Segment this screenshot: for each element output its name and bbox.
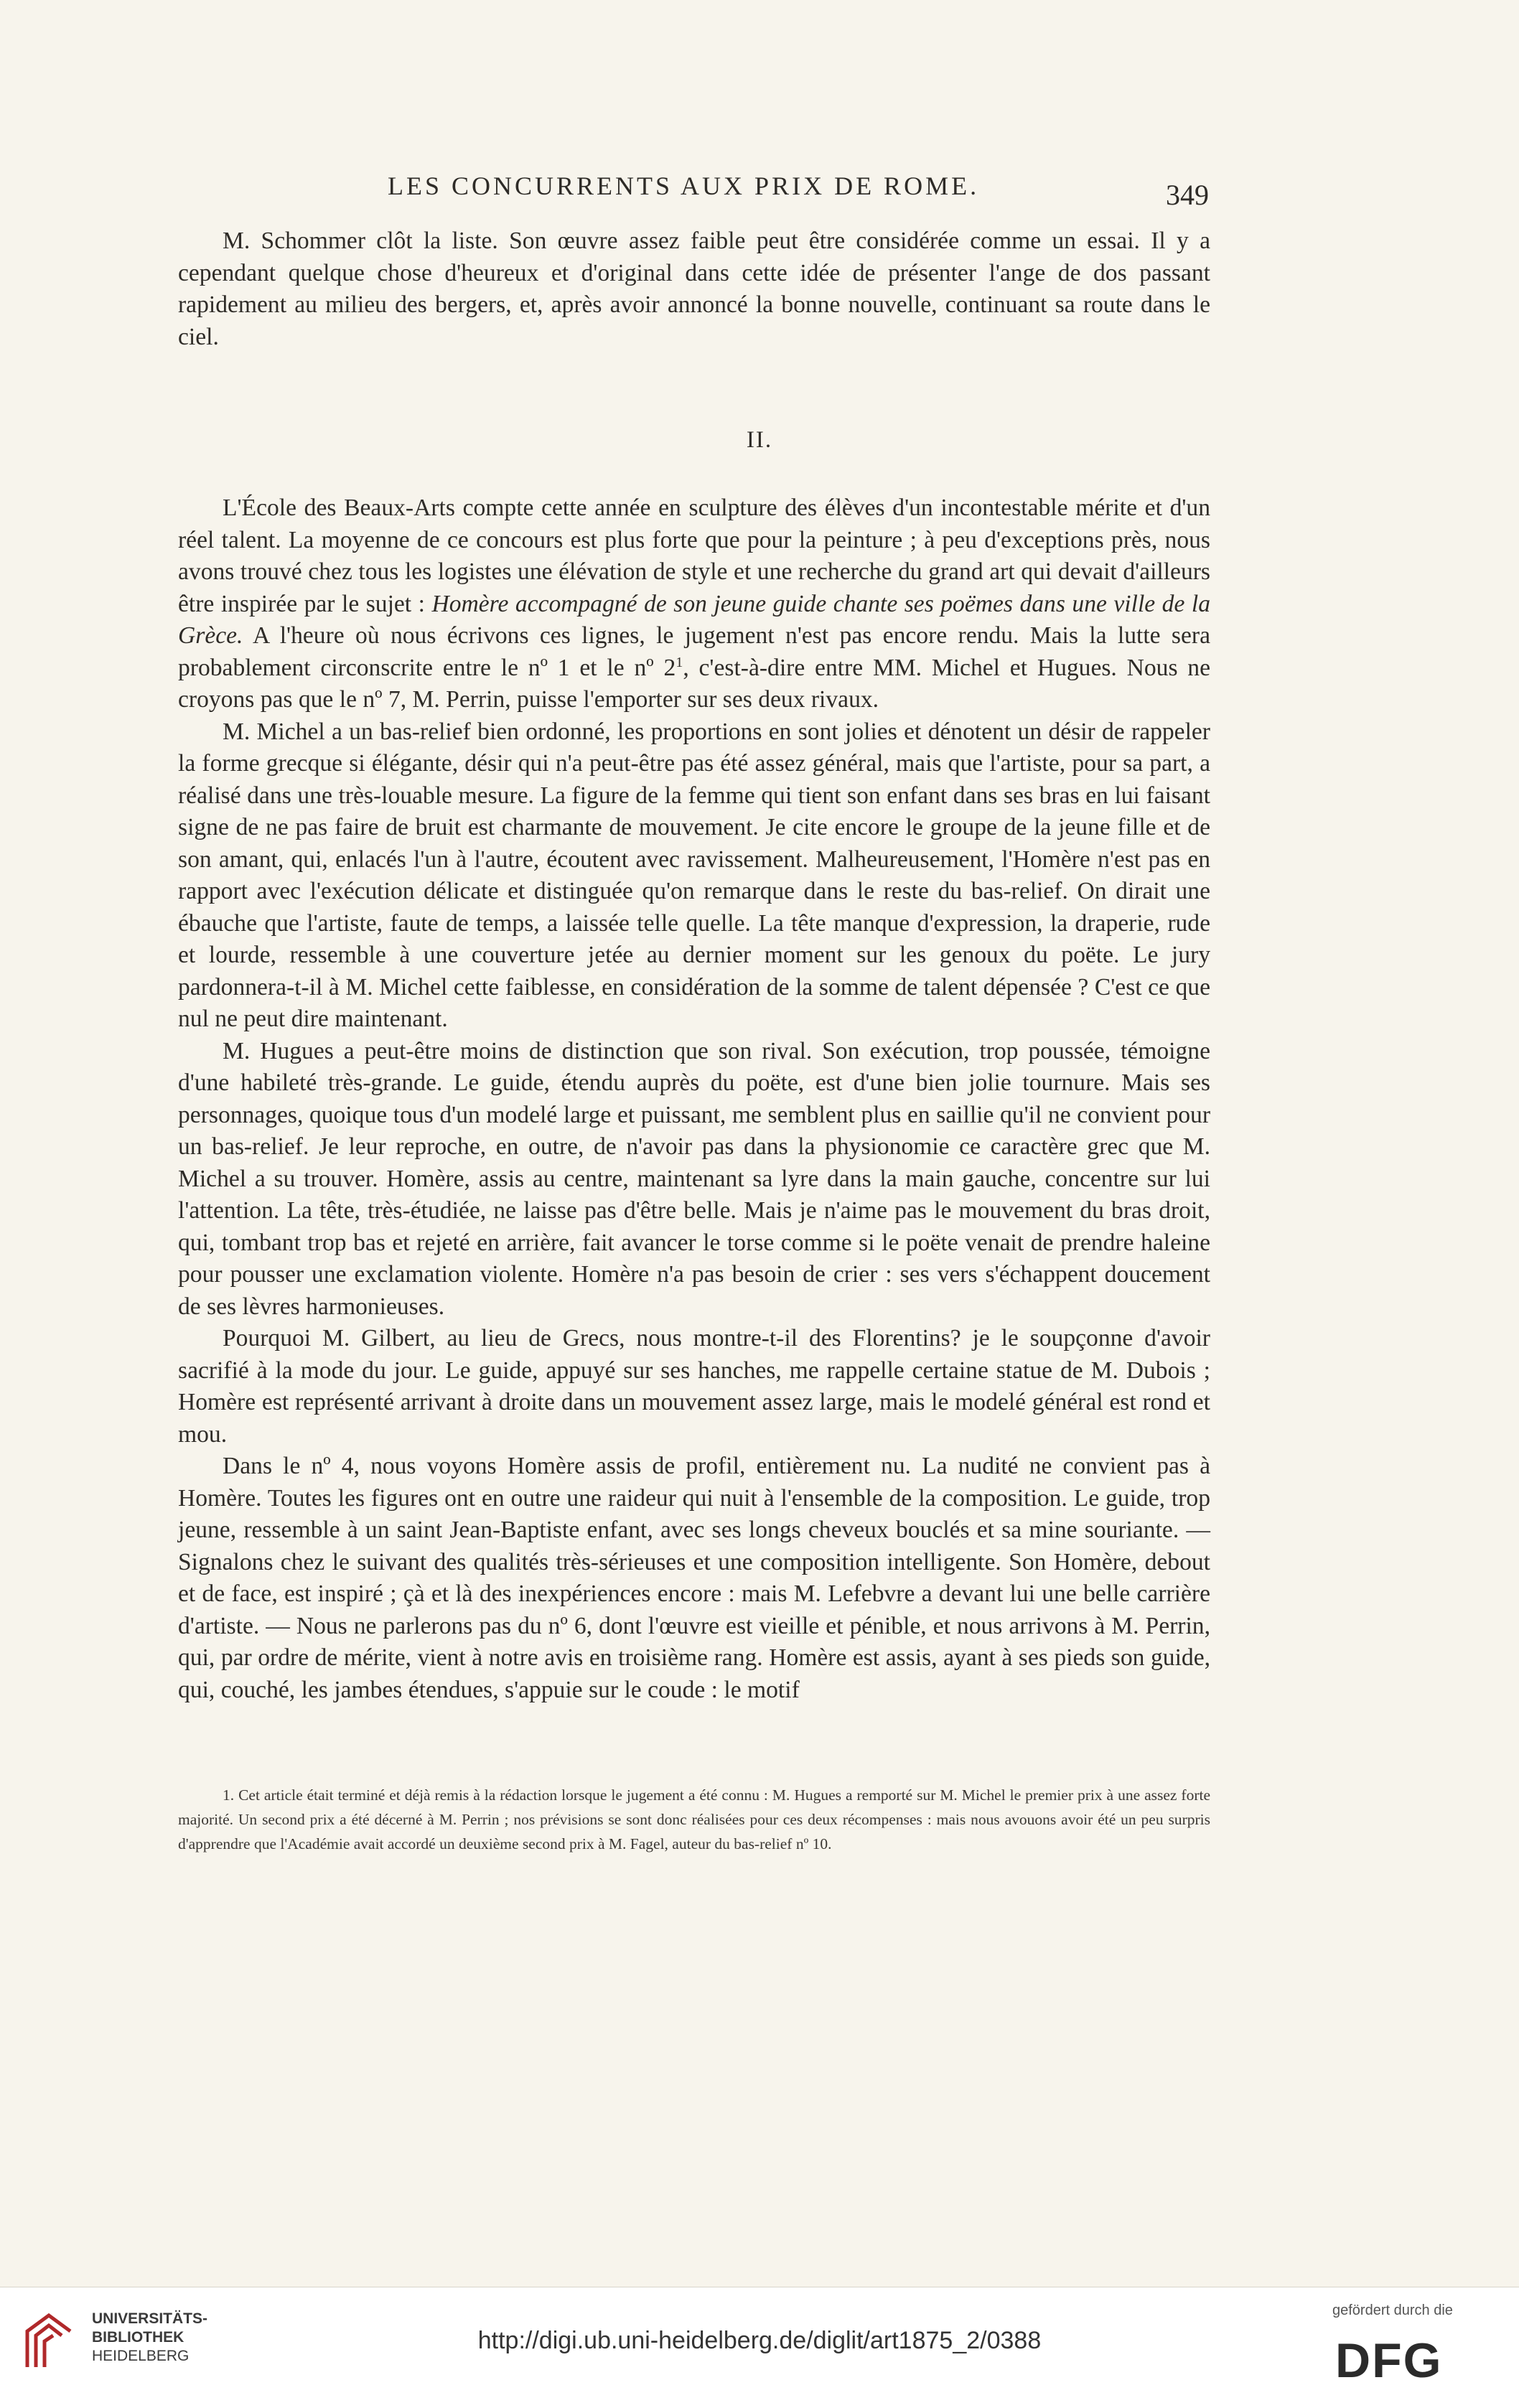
opening-text (178, 225, 1210, 353)
funding-caption: gefördert durch die (1332, 2302, 1453, 2318)
paragraph: Pourquoi M. Gilbert, au lieu de Grecs, nous montre-t-il des Florentins? je le soupçonne d'avoir sacrifié à la mode du jour. Le guide, appuyé sur ses hanches, me rappelle certaine statue de M. Dubois ; Homère est représenté arrivant à droite dans un mouvement assez large, mais le modelé général est rond et mou. (178, 1325, 1210, 1448)
library-name[interactable]: UNIVERSITÄTS- BIBLIOTHEK HEIDELBERG (92, 2310, 208, 2364)
italic-subject: Homère accompagné de son jeune guide chante ses poëmes dans une ville de la Grèce. (178, 590, 1210, 649)
paragraph: Dans le nº 4, nous voyons Homère assis de profil, entièrement nu. La nudité ne convient pas à Homère. Toutes les figures ont en outre une raideur qui nuit à l'ensemble de la composition. Le guide, trop jeune, ressemble à un saint Jean-Baptiste enfant, avec ses longs cheveux bouclés et sa mine souriante. — Signalons chez le suivant des qualités très-sérieuses et une composition intelligente. Son Homère, debout et de face, est inspiré ; çà et là des inexpériences encore : mais M. Lefebvre a devant lui une belle carrière d'artiste. — Nous ne parlerons pas du nº 6, dont l'œuvre est vieille et pénible, et nous arrivons à M. Perrin, qui, par ordre de mérite, vient à notre avis en troisième rang. Homère est assis, ayant à ses pieds son guide, qui, couché, les jambes étendues, s'appuie sur le coude : le motif (178, 1453, 1210, 1703)
article-body (178, 492, 1210, 1706)
section-heading: II. (746, 427, 773, 453)
permalink-url[interactable]: http://digi.ub.uni-heidelberg.de/diglit/art1875_2/0388 (477, 2327, 1042, 2354)
footnote (178, 1783, 1210, 1856)
paragraph: M. Michel a un bas-relief bien ordonné, les proportions en sont jolies et dénotent un désir de rappeler la forme grecque si élégante, désir qui n'a peut-être pas été assez général, mais que l'artiste, pour sa part, a réalisé dans une très-louable mesure. La figure de la femme qui tient son enfant dans ses bras en lui faisant signe de ne pas faire de bruit est charmante de mouvement. Je cite encore le groupe de la jeune fille et de son amant, qui, enlacés l'un à l'autre, écoutent avec ravissement. Malheureusement, l'Homère n'est pas en rapport avec l'exécution délicate et distinguée qu'on remarque dans le reste du bas-relief. On dirait une ébauche que l'artiste, faute de temps, a laissée telle quelle. La tête manque d'expression, la draperie, rude et lourde, ressemble à une couverture jetée au dernier moment sur les genoux du poëte. Le jury pardonnera-t-il à M. Michel cette faiblesse, en considération de la somme de talent dépensée ? C'est ce que nul ne peut dire maintenant. (178, 718, 1210, 1032)
page-number: 349 (1166, 179, 1209, 211)
paragraph: M. Hugues a peut-être moins de distinction que son rival. Son exécution, trop poussée, témoigne d'une habileté très-grande. Le guide, étendu auprès du poëte, est d'une bien jolie tournure. Mais ses personnages, quoique tous d'un modelé large et puissant, me semblent plus en saillie qu'il ne convient pour un bas-relief. Je leur reproche, en outre, de n'avoir pas dans la physionomie ce caractère grec que M. Michel a su trouver. Homère, assis au centre, maintenant sa lyre dans la main gauche, concentre sur lui l'attention. La tête, très-étudiée, ne laisse pas d'être belle. Mais je n'aime pas le mouvement du bras droit, qui, tombant trop bas et rejeté en arrière, fait avancer le torse comme si le poëte venait de prendre haleine pour pousser une exclamation violente. Homère n'a pas besoin de crier : ses vers s'échappent doucement de ses lèvres harmonieuses. (178, 1037, 1210, 1320)
dfg-logo[interactable]: DFG (1335, 2333, 1443, 2388)
footnote-ref[interactable]: 1 (676, 654, 683, 670)
footnote-text: 1. Cet article était terminé et déjà remis à la rédaction lorsque le jugement a été connu : M. Hugues a remporté sur M. Michel le premier prix à une assez forte majorité. Un second prix a été décerné à M. Perrin ; nos prévisions se sont donc réalisées pour ces deux récompenses : mais nous avouons avoir été un peu surpris d'apprendre que l'Académie avait accordé un deuxième second prix à M. Fagel, auteur du bas-relief nº 10. (178, 1786, 1210, 1852)
paragraph: L'École des Beaux-Arts compte cette année en sculpture des élèves d'un incontestable mérite et d'un réel talent. La moyenne de ce concours est plus forte que pour la peinture ; à peu d'exceptions près, nous avons trouvé chez tous les logistes une élévation de style et une recherche du grand art qui devait d'ailleurs être inspirée par le sujet : Homère accompagné de son jeune guide chante ses poëmes dans une ville de la Grèce. A l'heure où nous écrivons ces lignes, le jugement n'est pas encore rendu. Mais la lutte sera probablement circonscrite entre le nº 1 et le nº $2^1$, c'est-à-dire entre MM. Michel et Hugues. Nous ne croyons pas que le nº 7, M. Perrin, puisse l'emporter sur ses deux rivaux. (178, 495, 1211, 713)
running-title: LES CONCURRENTS AUX PRIX DE ROME. (388, 172, 980, 200)
paragraph: M. Schommer clôt la liste. Son œuvre assez faible peut être considérée comme un essai. Il y a cependant quelque chose d'heureux et d'original dans cette idée de présenter l'ange de dos passant rapidement au milieu des bergers, et, après avoir annoncé la bonne nouvelle, continuant sa route dans le ciel. (178, 228, 1210, 350)
